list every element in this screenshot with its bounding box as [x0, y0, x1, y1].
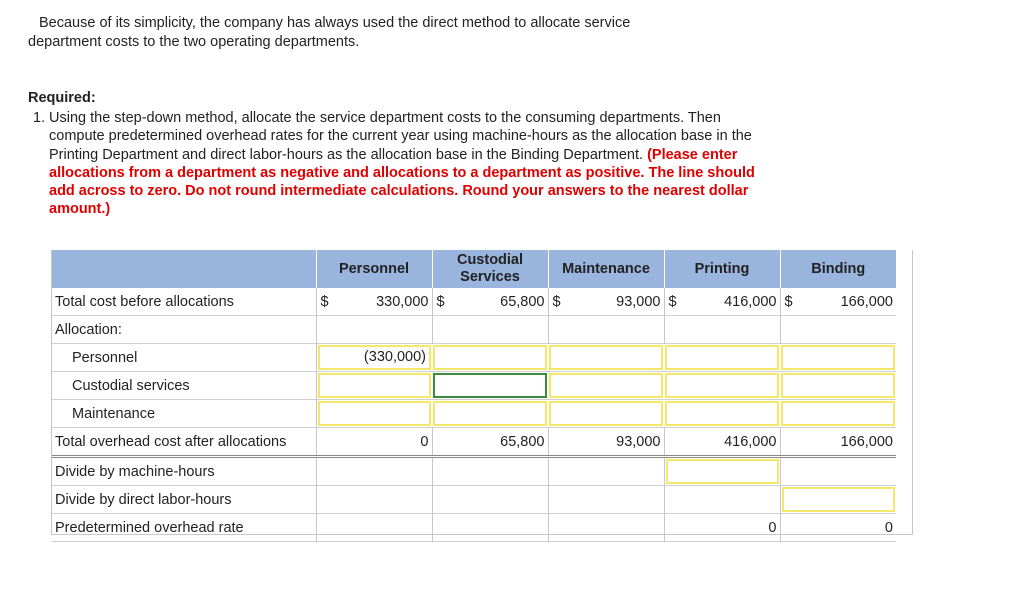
requirement-text: Using the step-down method, allocate the service department costs to the consuming departments. Then compute predetermined overhead rates for the current year using machine-hours as the allocation base in the Printing Department and direct labor-hours as the allocation base in the Binding Department.	[49, 110, 752, 163]
empty-cell	[780, 457, 896, 486]
cell-printing: 0	[664, 514, 780, 542]
dollar-sign: $	[668, 293, 677, 310]
row-label: Divide by machine-hours	[51, 457, 316, 486]
row-total-after	[51, 428, 896, 457]
row-label: Custodial services	[51, 372, 316, 400]
row-alloc-personnel	[51, 344, 896, 372]
requirement-1	[33, 109, 773, 219]
row-labor-hours	[51, 486, 896, 514]
requirement-instruction: (Please enter allocations from a department as negative and allocations to a department as positive. The line should add across to zero. Do not round intermediate calculations. Round your answers to the nearest dollar amount.)	[49, 146, 755, 218]
cell-printing	[664, 400, 780, 428]
cell-binding	[780, 344, 896, 372]
cell-maintenance: 93,000	[570, 288, 664, 316]
empty-cell	[432, 486, 548, 514]
header-binding: Binding	[780, 250, 896, 288]
intro-line-2: department costs to the two operating departments.	[28, 34, 360, 50]
empty-cell	[664, 316, 780, 344]
empty-cell	[548, 316, 664, 344]
cell-maintenance	[548, 372, 664, 400]
printing-input[interactable]	[665, 373, 779, 398]
empty-cell	[548, 486, 664, 514]
cell-personnel	[316, 344, 432, 372]
cell-custodial: 65,800	[432, 428, 548, 457]
row-label: Allocation:	[51, 316, 316, 344]
row-label: Total overhead cost after allocations	[51, 428, 316, 457]
row-label: Divide by direct labor-hours	[51, 486, 316, 514]
binding-input[interactable]	[781, 373, 895, 398]
empty-cell	[780, 316, 896, 344]
custodial-allocation-input[interactable]	[433, 373, 547, 398]
row-total-before	[51, 288, 896, 316]
problem-intro	[28, 14, 728, 52]
dollar-sign: $	[436, 293, 445, 310]
row-label: Predetermined overhead rate	[51, 514, 316, 542]
row-label: Total cost before allocations	[51, 288, 316, 316]
header-maintenance: Maintenance	[548, 250, 664, 288]
cell-printing	[664, 457, 780, 486]
empty-cell	[664, 486, 780, 514]
maintenance-input[interactable]	[549, 345, 663, 370]
header-personnel: Personnel	[316, 250, 432, 288]
binding-input[interactable]	[781, 345, 895, 370]
cell-custodial	[432, 344, 548, 372]
personnel-allocation-input[interactable]: (330,000)	[318, 345, 432, 370]
header-row	[51, 250, 896, 288]
custodial-input[interactable]	[433, 345, 547, 370]
row-allocation-heading	[51, 316, 896, 344]
cell-printing	[664, 344, 780, 372]
cell-custodial	[432, 372, 548, 400]
cell-personnel: 330,000	[338, 288, 432, 316]
cell-printing: 416,000	[664, 428, 780, 457]
row-label: Personnel	[51, 344, 316, 372]
row-alloc-maintenance	[51, 400, 896, 428]
empty-cell	[548, 457, 664, 486]
cell-binding: 166,000	[840, 293, 893, 310]
dollar-sign: $	[784, 293, 793, 310]
printing-input[interactable]	[665, 401, 779, 426]
cell-printing: 416,000	[679, 288, 780, 316]
dollar-sign: $	[552, 293, 561, 310]
cell-personnel	[316, 400, 432, 428]
machine-hours-input[interactable]	[666, 459, 779, 484]
cell-binding: 0	[884, 519, 893, 536]
row-alloc-custodial	[51, 372, 896, 400]
empty-cell	[432, 316, 548, 344]
header-custodial-services: Custodial Services	[432, 250, 548, 288]
empty-cell	[316, 316, 432, 344]
requirement-number: 1.	[33, 110, 46, 126]
cell-binding	[780, 486, 896, 514]
cell-maintenance	[548, 400, 664, 428]
cell-binding: 166,000	[840, 433, 893, 450]
cell-binding	[780, 400, 896, 428]
cell-custodial: 65,800	[454, 288, 548, 316]
custodial-input[interactable]	[433, 401, 547, 426]
maintenance-allocation-input[interactable]	[549, 401, 663, 426]
dollar-sign: $	[320, 293, 329, 310]
cell-custodial	[432, 400, 548, 428]
empty-cell	[432, 457, 548, 486]
cell-printing	[664, 372, 780, 400]
required-heading: Required:	[28, 90, 96, 106]
header-printing: Printing	[664, 250, 780, 288]
labor-hours-input[interactable]	[782, 487, 896, 512]
empty-cell	[316, 514, 432, 542]
cell-personnel: 0	[316, 428, 432, 457]
row-overhead-rate	[51, 514, 896, 542]
personnel-input[interactable]	[318, 401, 432, 426]
empty-cell	[432, 514, 548, 542]
intro-line-1: Because of its simplicity, the company has always used the direct method to allocate service	[39, 15, 631, 31]
empty-cell	[316, 486, 432, 514]
cell-personnel	[316, 372, 432, 400]
personnel-input[interactable]	[318, 373, 432, 398]
row-machine-hours	[51, 457, 896, 486]
binding-input[interactable]	[781, 401, 895, 426]
empty-cell	[316, 457, 432, 486]
cell-maintenance	[548, 344, 664, 372]
header-blank	[51, 250, 316, 288]
cell-maintenance: 93,000	[548, 428, 664, 457]
maintenance-input[interactable]	[549, 373, 663, 398]
row-label: Maintenance	[51, 400, 316, 428]
cell-binding	[780, 372, 896, 400]
printing-input[interactable]	[665, 345, 779, 370]
empty-cell	[548, 514, 664, 542]
allocation-table	[51, 250, 896, 542]
